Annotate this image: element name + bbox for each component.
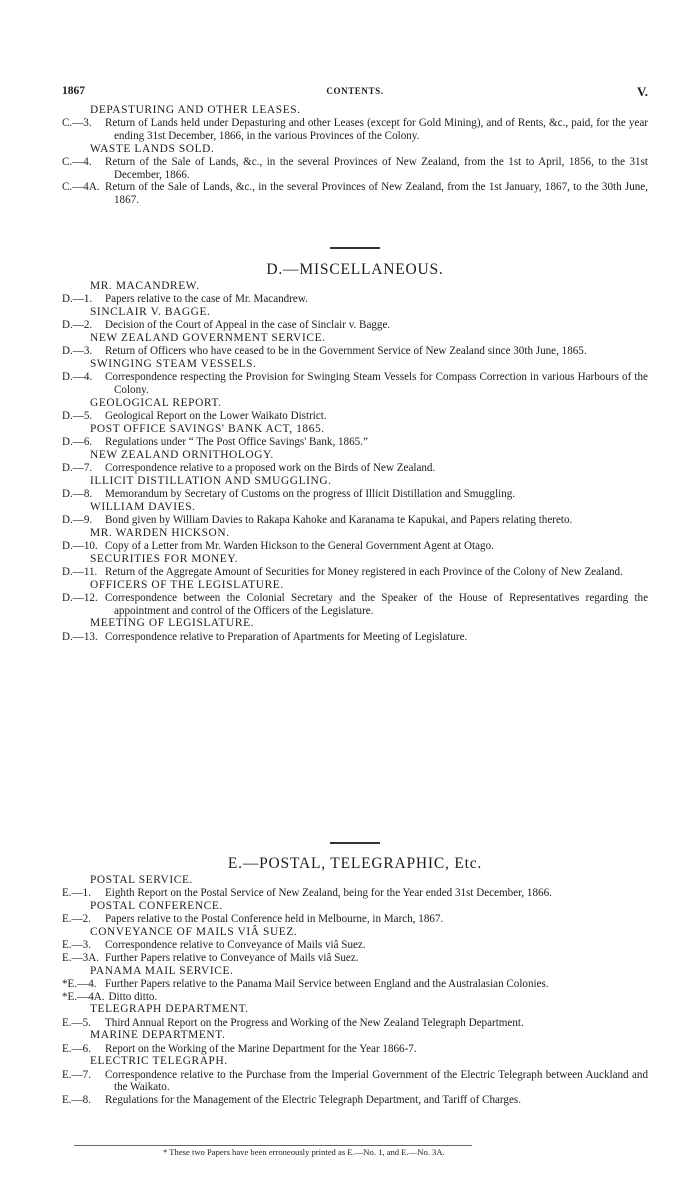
paper-entry [62,319,648,332]
paper-reference: D.—7. [62,462,93,474]
paper-reference: E.—2. [62,913,91,926]
paper-entry [62,181,648,206]
subject-heading: NEW ZEALAND GOVERNMENT SERVICE. [90,332,326,344]
paper-reference: D.—9. [62,514,93,526]
paper-entry [62,410,648,423]
paper-entry [62,991,648,1004]
paper-description: Ditto ditto. [108,990,158,1003]
paper-entry [62,1094,648,1107]
paper-reference: D.—6. [62,436,93,448]
page-year: 1867 [62,85,85,97]
paper-description: Return of Lands held under Depasturing and other Leases (except for Gold Mining), and of Rents, &c., paid, for the year ending 31st December, 1866, in the various Provinces of the Colony. [105,117,648,142]
paper-entry [62,631,648,644]
paper-entry [62,1069,648,1094]
subject-heading: MR. WARDEN HICKSON. [90,526,230,539]
paper-entry [62,436,648,449]
paper-reference: D.—3. [62,345,93,358]
paper-reference: D.—8. [62,488,93,500]
paper-entry [62,913,648,926]
subject-heading: ILLICIT DISTILLATION AND SMUGGLING. [90,474,332,487]
section-d-title: D.—MISCELLANEOUS. [266,261,444,278]
section-d-list [62,280,648,643]
paper-entry [62,887,648,900]
subject-heading: SWINGING STEAM VESSELS. [90,358,257,370]
paper-entry [62,978,648,991]
paper-entry [62,514,648,527]
subject-heading: POSTAL SERVICE. [90,874,193,886]
paper-reference: C.—4. [62,156,92,168]
paper-description: Return of the Sale of Lands, &c., in the several Provinces of New Zealand, from the 1st January, 1867, to the 30th June, 1867. [105,181,648,206]
paper-entry [62,156,648,181]
subject-heading: MEETING OF LEGISLATURE. [90,617,255,630]
subject-heading: OFFICERS OF THE LEGISLATURE. [90,578,284,591]
subject-heading: MR. MACANDREW. [90,280,200,292]
paper-description: Bond given by William Davies to Rakapa Kahoke and Karanama te Kapukai, and Papers relating thereto. [105,514,573,526]
paper-description: Correspondence relative to the Purchase from the Imperial Government of the Electric Telegraph between Auckland and the Waikato. [105,1068,648,1094]
paper-description: Regulations for the Management of the Electric Telegraph Department, and Tariff of Charges. [105,1093,521,1106]
divider-c-d [62,247,648,249]
paper-description: Third Annual Report on the Progress and Working of the New Zealand Telegraph Department. [105,1016,524,1029]
subject-heading: ELECTRIC TELEGRAPH. [90,1055,228,1068]
paper-entry [62,952,648,965]
paper-entry [62,293,648,306]
subject-heading: WILLIAM DAVIES. [90,500,196,513]
paper-description: Correspondence relative to a proposed work on the Birds of New Zealand. [105,462,436,474]
divider-d-e [62,842,648,844]
paper-reference: D.—4. [62,371,93,384]
paper-description: Eighth Report on the Postal Service of New Zealand, being for the Year ended 31st December, 1866. [105,887,552,900]
paper-reference: D.—13. [62,630,98,643]
subject-heading: NEW ZEALAND ORNITHOLOGY. [90,448,274,461]
section-divider [330,247,380,249]
paper-entry [62,117,648,142]
subject-heading: GEOLOGICAL REPORT. [90,396,222,409]
paper-reference: E.—3. [62,939,91,952]
paper-description: Correspondence relative to Conveyance of Mails viâ Suez. [105,939,366,952]
paper-reference: *E.—4A. [62,990,105,1003]
paper-reference: D.—11. [62,566,98,578]
section-d [62,260,648,643]
subject-heading: SECURITIES FOR MONEY. [90,552,239,565]
paper-entry [62,488,648,501]
paper-description: Regulations under “ The Post Office Savings' Bank, 1865.” [105,436,368,448]
paper-description: Further Papers relative to the Panama Mail Service between England and the Australasian Colonies. [105,978,549,990]
paper-description: Return of the Sale of Lands, &c., in the several Provinces of New Zealand, from the 1st to April, 1856, to the 31st December, 1866. [105,156,648,181]
paper-description: Copy of a Letter from Mr. Warden Hickson to the General Government Agent at Otago. [105,540,494,552]
subject-heading: PANAMA MAIL SERVICE. [90,964,234,977]
page-title: CONTENTS. [326,86,384,96]
footnote-block [62,1145,648,1158]
paper-reference: E.—3A. [62,952,99,964]
subject-heading: CONVEYANCE OF MAILS VIÂ SUEZ. [90,926,298,938]
section-e-list [62,874,648,1106]
paper-description: Geological Report on the Lower Waikato District. [105,410,327,422]
section-divider [330,842,380,844]
paper-description: Return of Officers who have ceased to be in the Government Service of New Zealand since 30th June, 1865. [105,345,587,358]
paper-description: Memorandum by Secretary of Customs on the progress of Illicit Distillation and Smuggling. [105,488,516,500]
paper-entry [62,1043,648,1056]
subject-heading: DEPASTURING AND OTHER LEASES. [90,104,301,116]
paper-reference: E.—7. [62,1068,91,1081]
paper-description: Return of the Aggregate Amount of Securities for Money registered in each Province of the Colony of New Zealand. [105,566,623,578]
subject-heading: MARINE DEPARTMENT. [90,1029,226,1042]
paper-reference: D.—10. [62,540,98,552]
paper-description: Decision of the Court of Appeal in the case of Sinclair v. Bagge. [105,319,391,332]
paper-reference: E.—5. [62,1016,91,1029]
section-e-title: E.—POSTAL, TELEGRAPHIC, Etc. [227,855,483,872]
paper-reference: *E.—4. [62,978,97,990]
paper-reference: D.—1. [62,293,93,306]
running-head [62,85,648,101]
subject-heading: TELEGRAPH DEPARTMENT. [90,1003,249,1016]
paper-entry [62,540,648,553]
subject-heading: SINCLAIR V. BAGGE. [90,306,211,318]
subject-heading: WASTE LANDS SOLD. [90,142,215,155]
paper-entry [62,1017,648,1030]
paper-reference: E.—8. [62,1093,91,1106]
paper-entry [62,371,648,396]
paper-description: Correspondence relative to Preparation of Apartments for Meeting of Legislature. [105,630,468,643]
subject-heading: POST OFFICE SAVINGS' BANK ACT, 1865. [90,422,325,435]
paper-reference: E.—6. [62,1042,91,1055]
paper-description: Papers relative to the case of Mr. Macandrew. [105,293,308,306]
paper-reference: E.—1. [62,887,91,900]
page-number: V. [637,84,648,99]
paper-reference: C.—3. [62,117,92,130]
paper-entry [62,566,648,579]
subject-heading: POSTAL CONFERENCE. [90,900,223,912]
paper-entry [62,592,648,617]
section-c-continued [62,104,648,206]
paper-reference: D.—2. [62,319,93,332]
paper-description: Papers relative to the Postal Conference held in Melbourne, in March, 1867. [105,913,444,926]
footnote: * These two Papers have been erroneously printed as E.—No. 1, and E.—No. 3A. [163,1147,445,1157]
paper-entry [62,345,648,358]
section-e [62,854,648,1106]
paper-description: Further Papers relative to Conveyance of Mails viâ Suez. [105,952,359,964]
paper-reference: C.—4A. [62,181,100,194]
paper-entry [62,939,648,952]
paper-description: Correspondence between the Colonial Secretary and the Speaker of the House of Representatives regarding the appointment and control of the Officers of the Legislature. [105,592,648,617]
paper-reference: D.—12. [62,592,98,604]
paper-description: Correspondence respecting the Provision for Swinging Steam Vessels for Compass Correction in various Harbours of the Colony. [105,371,648,396]
paper-reference: D.—5. [62,410,93,422]
paper-description: Report on the Working of the Marine Department for the Year 1866-7. [105,1042,417,1055]
paper-entry [62,462,648,475]
